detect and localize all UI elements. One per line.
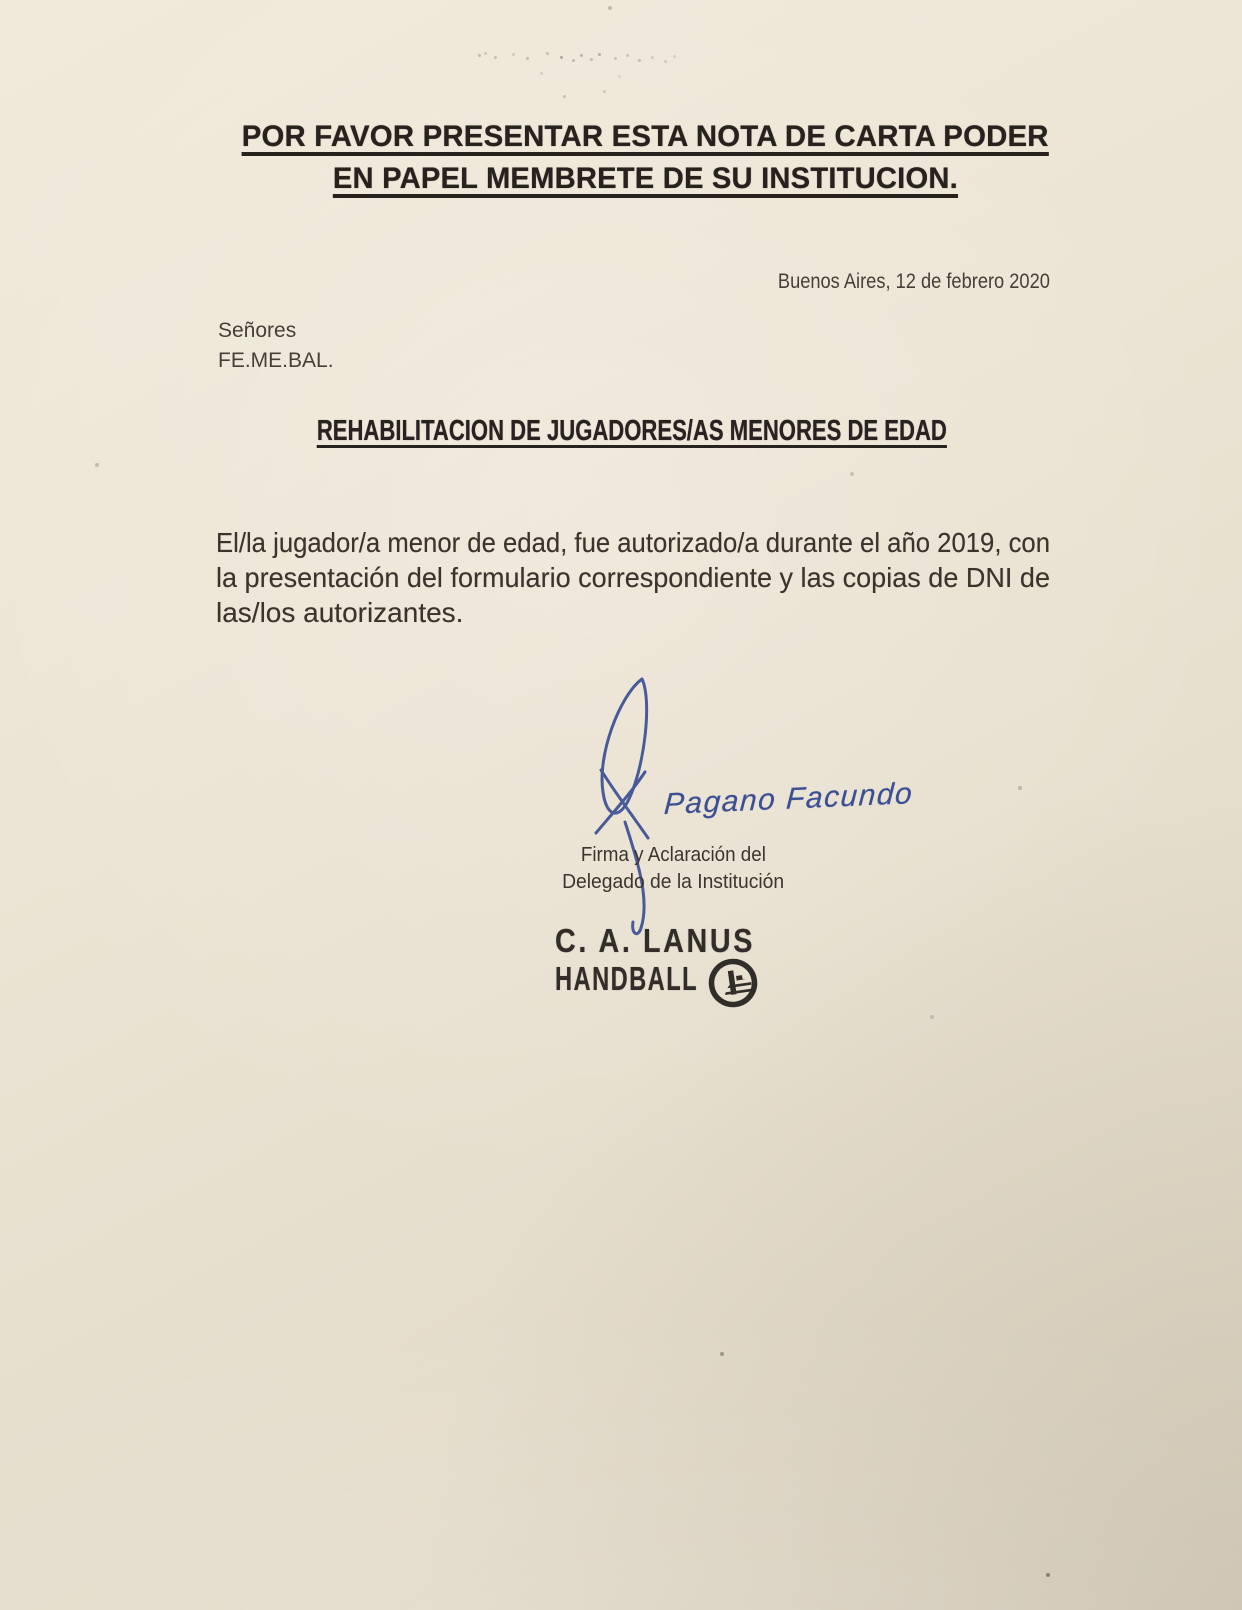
paper-speck [850,472,854,476]
paper-speck [930,1015,934,1019]
paper-speck [1046,1573,1050,1577]
signature-caption-line-2: Delegado de la Institución [561,871,785,893]
paper-speck [95,463,99,467]
lanus-crest-icon [707,957,759,1009]
signature-caption-line-1: Firma y Aclaración del [580,844,766,866]
notice-line-2-text: EN PAPEL MEMBRETE DE SU INSTITUCION. [332,162,958,195]
body-line: las/los autorizantes. [216,597,464,628]
notice-line-1 [48,116,1242,158]
notice-line-1-text: POR FAVOR PRESENTAR ESTA NOTA DE CARTA PODER [241,120,1049,153]
body-paragraph [216,525,1050,630]
dateline [737,270,1050,294]
paper-speck [720,1352,724,1356]
dateline-text: Buenos Aires, 12 de febrero 2020 [778,270,1050,293]
addressee-organization: FE.ME.BAL. [218,349,334,372]
subject-heading-text: REHABILITACION DE JUGADORES/AS MENORES DE EDAD [316,415,948,447]
notice-line-2 [48,158,1242,200]
notice-heading [48,116,1242,200]
signature-caption [473,842,873,896]
body-line: El/la jugador/a menor de edad, fue autorizado/a durante el año 2019, con [216,527,1051,558]
paper-speck [1018,786,1022,790]
subject-heading [22,414,1242,448]
paper-speck [608,6,612,10]
pencil-smudge-marks [468,50,471,53]
signature-name: Pagano Facundo [663,777,915,822]
stamp-club-name: C. A. LANUS [555,922,756,959]
stamp-sport-name: HANDBALL [555,960,699,997]
addressee-salutation: Señores [218,319,297,342]
body-line: la presentación del formulario correspondiente y las copias de DNI de [216,562,1051,593]
addressee-block [218,316,334,376]
